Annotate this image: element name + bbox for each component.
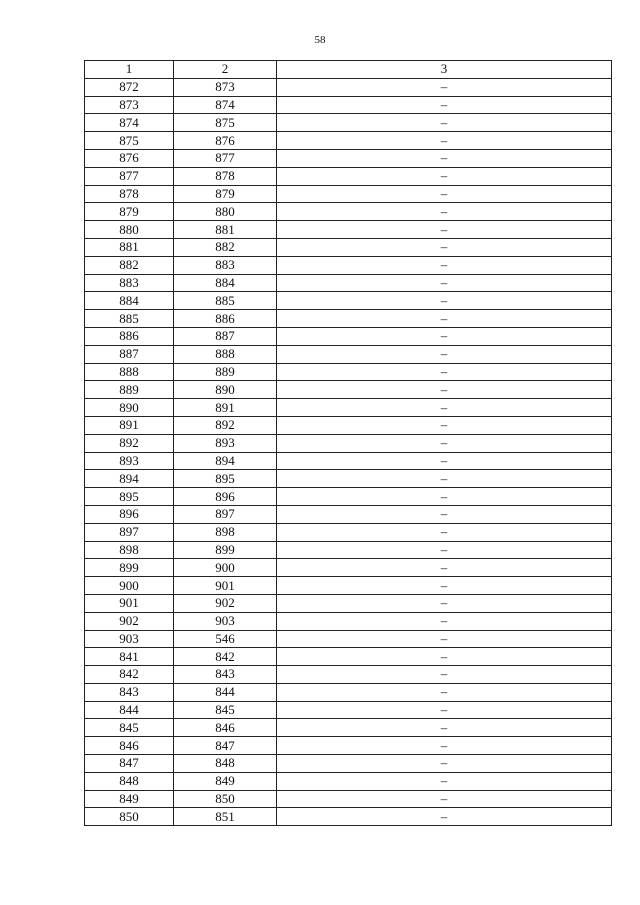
table-cell-col-2: 873: [174, 78, 277, 96]
table-cell-col-3: –: [277, 399, 612, 417]
table-cell-col-1: 903: [85, 630, 174, 648]
table-cell-col-1: 875: [85, 132, 174, 150]
table-row: [85, 594, 612, 612]
table-cell-col-2: 879: [174, 185, 277, 203]
table-cell-col-3: –: [277, 96, 612, 114]
table-cell-col-2: 850: [174, 790, 277, 808]
table-cell-col-2: 845: [174, 701, 277, 719]
table-cell-col-1: 886: [85, 327, 174, 345]
table-row: [85, 167, 612, 185]
table-cell-col-2: 878: [174, 167, 277, 185]
table-row: [85, 399, 612, 417]
table-cell-col-1: 879: [85, 203, 174, 221]
table-row: [85, 185, 612, 203]
table-cell-col-1: 874: [85, 114, 174, 132]
table-row: [85, 96, 612, 114]
table-cell-col-1: 900: [85, 577, 174, 595]
table-cell-col-2: 894: [174, 452, 277, 470]
table-cell-col-3: –: [277, 185, 612, 203]
table-cell-col-3: –: [277, 666, 612, 684]
table-row: [85, 577, 612, 595]
table-row: [85, 238, 612, 256]
table-cell-col-1: 897: [85, 523, 174, 541]
table-cell-col-3: –: [277, 381, 612, 399]
table-cell-col-3: –: [277, 683, 612, 701]
table-cell-col-3: –: [277, 541, 612, 559]
table-cell-col-3: –: [277, 488, 612, 506]
table-cell-col-3: –: [277, 719, 612, 737]
table-row: [85, 666, 612, 684]
table-row: [85, 434, 612, 452]
table-cell-col-2: 900: [174, 559, 277, 577]
table-cell-col-3: –: [277, 114, 612, 132]
table-row: [85, 790, 612, 808]
table-cell-col-2: 849: [174, 772, 277, 790]
table-cell-col-1: 877: [85, 167, 174, 185]
table-cell-col-2: 892: [174, 416, 277, 434]
table-cell-col-3: –: [277, 523, 612, 541]
table-cell-col-1: 842: [85, 666, 174, 684]
table-row: [85, 114, 612, 132]
table-cell-col-2: 851: [174, 808, 277, 826]
table-cell-col-2: 877: [174, 149, 277, 167]
table-cell-col-1: 880: [85, 221, 174, 239]
table-cell-col-2: 546: [174, 630, 277, 648]
table-cell-col-3: –: [277, 434, 612, 452]
table-body: [85, 78, 612, 825]
table-row: [85, 381, 612, 399]
table-cell-col-2: 888: [174, 345, 277, 363]
header-row: [85, 61, 612, 79]
table-cell-col-3: –: [277, 612, 612, 630]
table-cell-col-1: 844: [85, 701, 174, 719]
column-header-2: 2: [174, 61, 277, 79]
table-row: [85, 149, 612, 167]
table-cell-col-2: 897: [174, 505, 277, 523]
table-cell-col-1: 848: [85, 772, 174, 790]
table-cell-col-1: 888: [85, 363, 174, 381]
table-cell-col-1: 898: [85, 541, 174, 559]
table-cell-col-2: 891: [174, 399, 277, 417]
table-cell-col-3: –: [277, 416, 612, 434]
table-cell-col-1: 890: [85, 399, 174, 417]
table-cell-col-1: 899: [85, 559, 174, 577]
table-cell-col-2: 887: [174, 327, 277, 345]
table-row: [85, 559, 612, 577]
table-cell-col-2: 876: [174, 132, 277, 150]
table-cell-col-1: 843: [85, 683, 174, 701]
table-cell-col-2: 893: [174, 434, 277, 452]
table-cell-col-2: 875: [174, 114, 277, 132]
table-cell-col-2: 901: [174, 577, 277, 595]
table-row: [85, 221, 612, 239]
table-cell-col-2: 883: [174, 256, 277, 274]
table-cell-col-3: –: [277, 559, 612, 577]
table-cell-col-2: 899: [174, 541, 277, 559]
table-cell-col-2: 896: [174, 488, 277, 506]
table-row: [85, 719, 612, 737]
table-cell-col-1: 885: [85, 310, 174, 328]
table-cell-col-2: 848: [174, 755, 277, 773]
table-row: [85, 683, 612, 701]
table-row: [85, 755, 612, 773]
table-row: [85, 612, 612, 630]
table-row: [85, 132, 612, 150]
table-cell-col-2: 885: [174, 292, 277, 310]
table-cell-col-1: 873: [85, 96, 174, 114]
table-row: [85, 256, 612, 274]
table-cell-col-1: 883: [85, 274, 174, 292]
table-row: [85, 701, 612, 719]
table-row: [85, 452, 612, 470]
table-cell-col-3: –: [277, 648, 612, 666]
table-cell-col-3: –: [277, 149, 612, 167]
table-cell-col-1: 881: [85, 238, 174, 256]
table-row: [85, 808, 612, 826]
table-row: [85, 78, 612, 96]
table-cell-col-2: 882: [174, 238, 277, 256]
table-row: [85, 363, 612, 381]
table-cell-col-1: 849: [85, 790, 174, 808]
table-cell-col-2: 898: [174, 523, 277, 541]
table-cell-col-3: –: [277, 327, 612, 345]
table-cell-col-2: 844: [174, 683, 277, 701]
table-cell-col-3: –: [277, 790, 612, 808]
table-cell-col-1: 872: [85, 78, 174, 96]
table-cell-col-1: 847: [85, 755, 174, 773]
table-row: [85, 523, 612, 541]
table-row: [85, 345, 612, 363]
table-cell-col-3: –: [277, 274, 612, 292]
table-row: [85, 292, 612, 310]
table-row: [85, 541, 612, 559]
table-cell-col-1: 845: [85, 719, 174, 737]
table-cell-col-3: –: [277, 363, 612, 381]
table-row: [85, 274, 612, 292]
table-cell-col-1: 876: [85, 149, 174, 167]
table-cell-col-3: –: [277, 594, 612, 612]
table-cell-col-1: 896: [85, 505, 174, 523]
table-row: [85, 772, 612, 790]
table-cell-col-3: –: [277, 737, 612, 755]
table-cell-col-3: –: [277, 808, 612, 826]
table-cell-col-3: –: [277, 310, 612, 328]
table-cell-col-1: 882: [85, 256, 174, 274]
table-row: [85, 505, 612, 523]
table-cell-col-3: –: [277, 292, 612, 310]
table-cell-col-3: –: [277, 132, 612, 150]
table-cell-col-1: 841: [85, 648, 174, 666]
table-cell-col-2: 881: [174, 221, 277, 239]
table-header: [85, 61, 612, 79]
table-cell-col-3: –: [277, 452, 612, 470]
table-cell-col-1: 902: [85, 612, 174, 630]
table-row: [85, 737, 612, 755]
column-header-3: 3: [277, 61, 612, 79]
table-row: [85, 416, 612, 434]
table-row: [85, 327, 612, 345]
table-cell-col-1: 893: [85, 452, 174, 470]
table-cell-col-3: –: [277, 167, 612, 185]
table-cell-col-3: –: [277, 701, 612, 719]
table-cell-col-1: 850: [85, 808, 174, 826]
table-cell-col-3: –: [277, 256, 612, 274]
table-row: [85, 630, 612, 648]
data-table: [84, 60, 612, 826]
table-cell-col-3: –: [277, 505, 612, 523]
table-cell-col-3: –: [277, 772, 612, 790]
table-cell-col-1: 846: [85, 737, 174, 755]
table-cell-col-2: 884: [174, 274, 277, 292]
table-cell-col-3: –: [277, 78, 612, 96]
table-cell-col-2: 903: [174, 612, 277, 630]
table-cell-col-2: 847: [174, 737, 277, 755]
table-cell-col-3: –: [277, 203, 612, 221]
table-cell-col-2: 846: [174, 719, 277, 737]
table-cell-col-3: –: [277, 238, 612, 256]
table-cell-col-2: 889: [174, 363, 277, 381]
table-cell-col-1: 894: [85, 470, 174, 488]
table-cell-col-3: –: [277, 755, 612, 773]
table-cell-col-1: 892: [85, 434, 174, 452]
table-cell-col-1: 889: [85, 381, 174, 399]
table-cell-col-2: 890: [174, 381, 277, 399]
table-cell-col-2: 842: [174, 648, 277, 666]
table-cell-col-2: 895: [174, 470, 277, 488]
table-cell-col-2: 874: [174, 96, 277, 114]
table-cell-col-1: 878: [85, 185, 174, 203]
table-cell-col-3: –: [277, 221, 612, 239]
table-cell-col-1: 884: [85, 292, 174, 310]
table-cell-col-1: 901: [85, 594, 174, 612]
table-cell-col-3: –: [277, 345, 612, 363]
table-cell-col-1: 887: [85, 345, 174, 363]
table-row: [85, 310, 612, 328]
table-cell-col-2: 843: [174, 666, 277, 684]
table-row: [85, 470, 612, 488]
table-row: [85, 648, 612, 666]
table-cell-col-3: –: [277, 577, 612, 595]
table-cell-col-2: 886: [174, 310, 277, 328]
table-row: [85, 203, 612, 221]
table-cell-col-3: –: [277, 470, 612, 488]
table-row: [85, 488, 612, 506]
table-cell-col-2: 880: [174, 203, 277, 221]
table-cell-col-1: 895: [85, 488, 174, 506]
column-header-1: 1: [85, 61, 174, 79]
table-cell-col-1: 891: [85, 416, 174, 434]
table-cell-col-3: –: [277, 630, 612, 648]
page-number: 58: [314, 34, 326, 46]
table-cell-col-2: 902: [174, 594, 277, 612]
